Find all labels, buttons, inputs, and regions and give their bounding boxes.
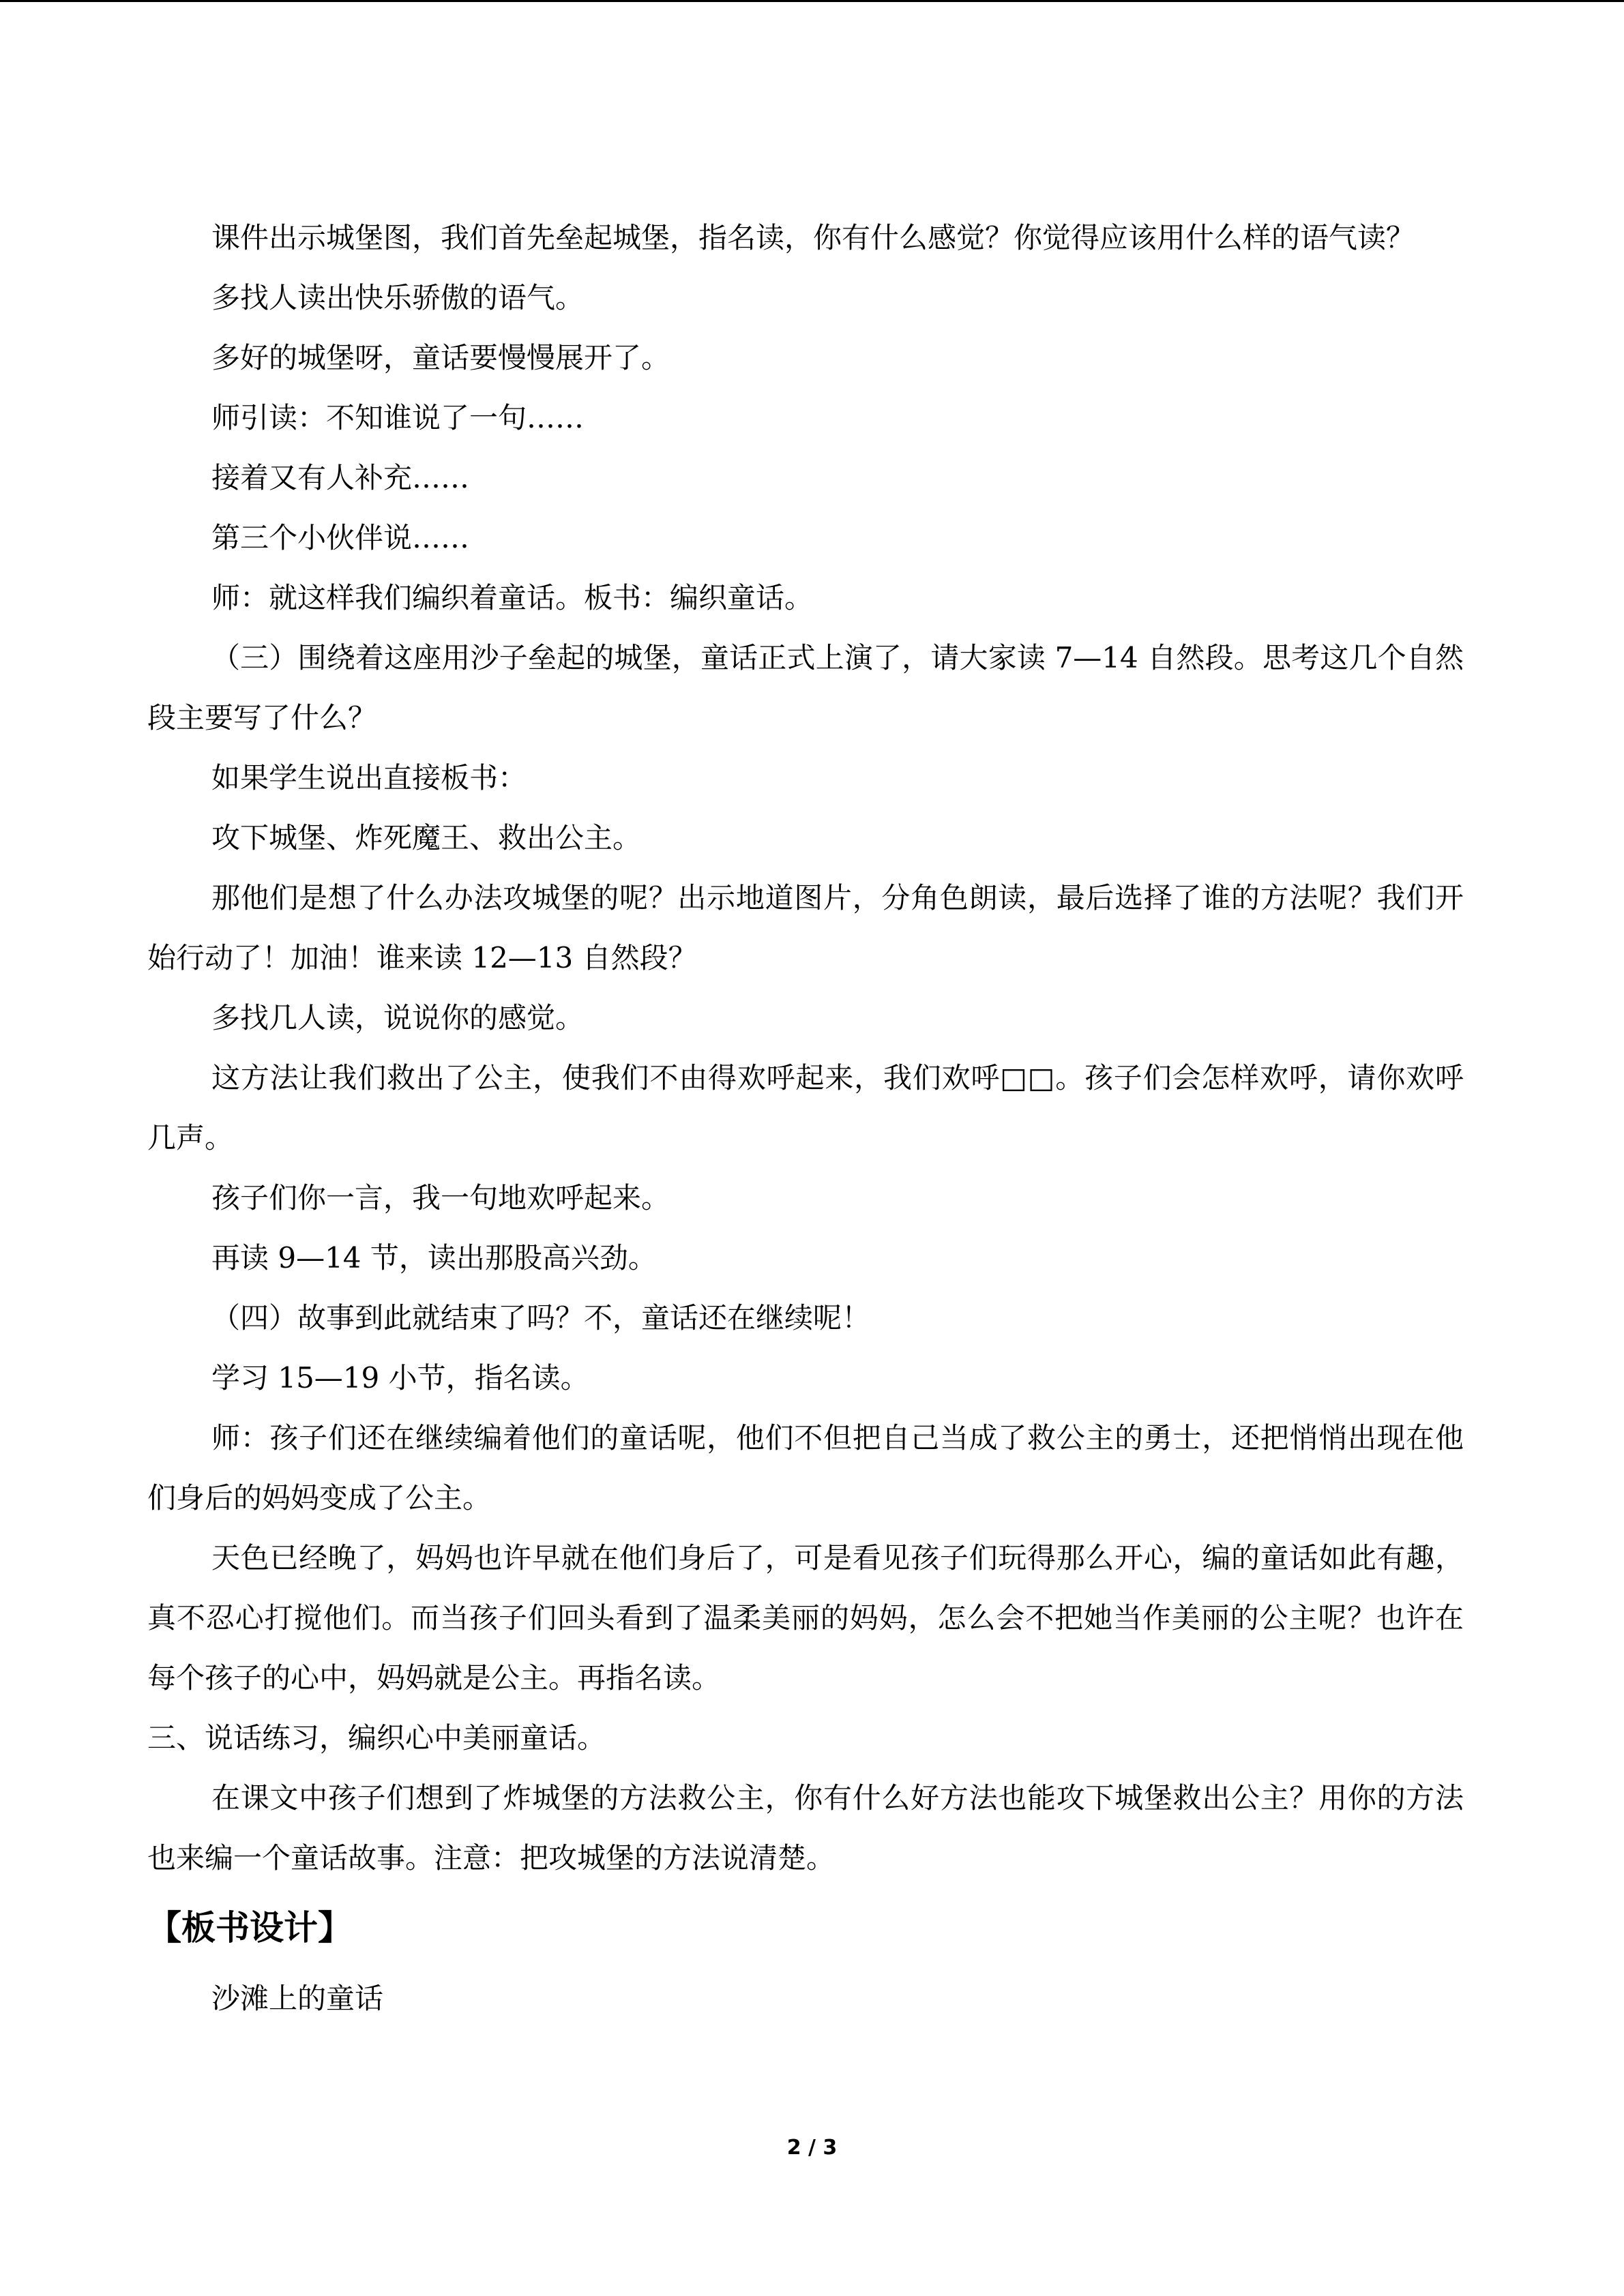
paragraph: 课件出示城堡图，我们首先垒起城堡，指名读，你有什么感觉？你觉得应该用什么样的语气读？: [211, 221, 1415, 254]
paragraph: 孩子们你一言，我一句地欢呼起来。: [211, 1181, 670, 1214]
page-number: 2 / 3: [786, 2136, 838, 2160]
paragraph: 多找人读出快乐骄傲的语气。: [211, 281, 585, 314]
paragraph: 再读 9—14 节，读出那股高兴劲。: [211, 1241, 657, 1274]
document-body: [147, 208, 1464, 2029]
paragraph: 如果学生说出直接板书：: [211, 761, 527, 794]
paragraph: 多好的城堡呀，童话要慢慢展开了。: [211, 341, 670, 374]
paragraph: 第三个小伙伴说……: [211, 521, 470, 554]
paragraph: （三）围绕着这座用沙子垒起的城堡，童话正式上演了，请大家读 7—14 自然段。思考这几个自然段主要写了什么？: [147, 641, 1464, 734]
board-design-title: 沙滩上的童话: [211, 1982, 384, 2015]
paragraph: （四）故事到此就结束了吗？不，童话还在继续呢！: [211, 1301, 871, 1335]
paragraph: 接着又有人补充……: [211, 461, 470, 494]
paragraph: 师引读：不知谁说了一句……: [211, 401, 585, 434]
paragraph: 学习 15—19 小节，指名读。: [211, 1361, 589, 1395]
paragraph: 在课文中孩子们想到了炸城堡的方法救公主，你有什么好方法也能攻下城堡救出公主？用你的方法也来编一个童话故事。注意：把攻城堡的方法说清楚。: [147, 1781, 1464, 1875]
paragraph: 天色已经晚了，妈妈也许早就在他们身后了，可是看见孩子们玩得那么开心，编的童话如此有趣，真不忍心打搅他们。而当孩子们回头看到了温柔美丽的妈妈，怎么会不把她当作美丽的公主呢？也许在每个孩子的心中，妈妈就是公主。再指名读。: [147, 1541, 1464, 1695]
section-three-title: 三、说话练习，编织心中美丽童话。: [147, 1721, 606, 1755]
paragraph: 那他们是想了什么办法攻城堡的呢？出示地道图片，分角色朗读，最后选择了谁的方法呢？我们开始行动了！加油！谁来读 12—13 自然段？: [147, 881, 1464, 974]
paragraph: 多找几人读，说说你的感觉。: [211, 1001, 585, 1034]
board-design-heading: 【板书设计】: [147, 1908, 352, 1948]
paragraph: 师：就这样我们编织着童话。板书：编织童话。: [211, 581, 814, 614]
paragraph: 师：孩子们还在继续编着他们的童话呢，他们不但把自己当成了救公主的勇士，还把悄悄出现在他们身后的妈妈变成了公主。: [147, 1421, 1464, 1515]
paragraph: 这方法让我们救出了公主，使我们不由得欢呼起来，我们欢呼□□。孩子们会怎样欢呼，请你欢呼几声。: [147, 1061, 1464, 1154]
paragraph: 攻下城堡、炸死魔王、救出公主。: [211, 821, 642, 854]
top-border-rule: [0, 0, 1624, 2]
